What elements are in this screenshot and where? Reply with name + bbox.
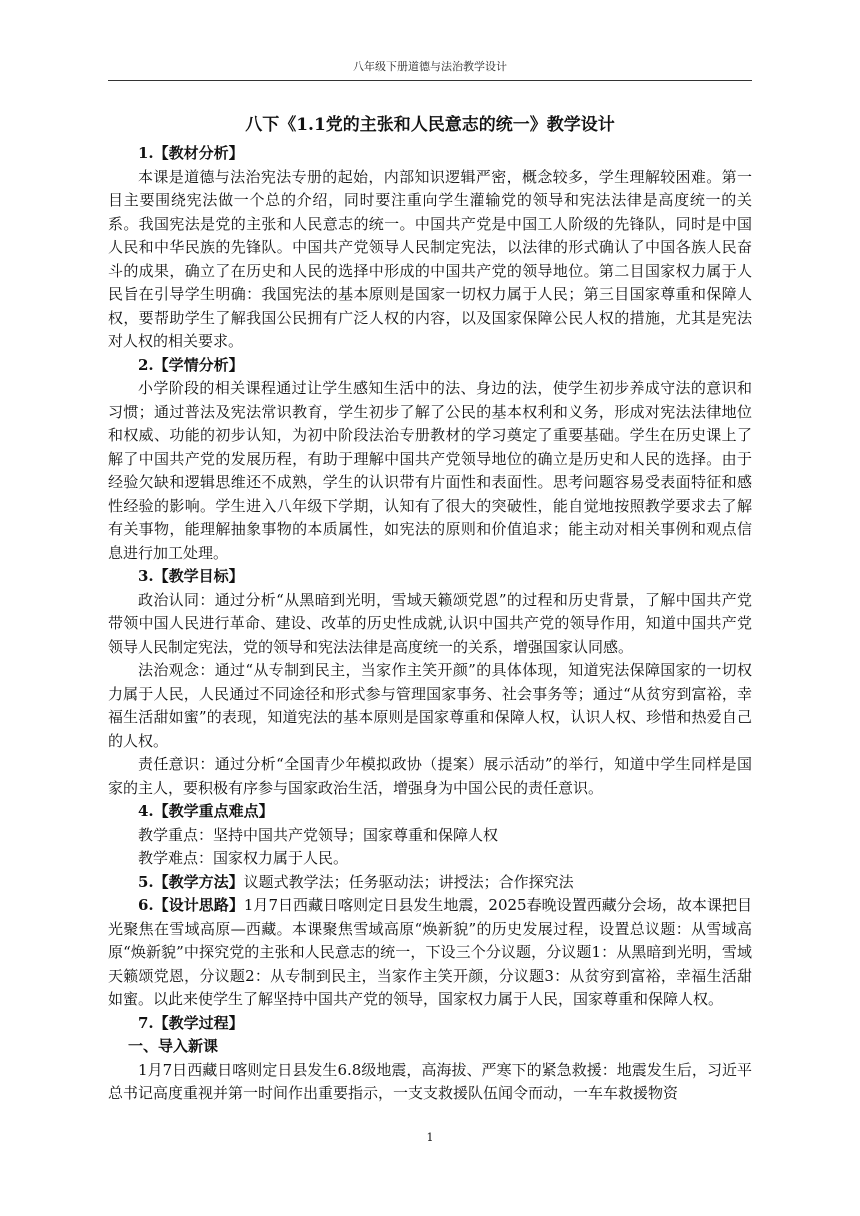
student-analysis-paragraph: 小学阶段的相关课程通过让学生感知生活中的法、身边的法，使学生初步养成守法的意识和习惯；通过普法及宪法常识教育，学生初步了解了公民的基本权利和义务，形成对宪法法律地位和权威、功能的初步认知，为初中阶段法治专册教材的学习奠定了重要基础。学生在历史课上了解了中国共产党的发展历程，有助于理解中国共产党领导地位的确立是历史和人民的选择。由于经验欠缺和逻辑思维还不成熟，学生的认识带有片面性和表面性。思考问题容易受表面特征和感性经验的影响。学生进入八年级下学期，认知有了很大的突破性，能自觉地按照教学要求去了解有关事物，能理解抽象事物的本质属性，如宪法的原则和价值追求；能主动对相关事例和观点信息进行加工处理。 [108, 379, 752, 562]
goal-responsibility: 责任意识：通过分析“全国青少年模拟政协（提案）展示活动”的举行，知道中学生同样是国家的主人，要积极有序参与国家政治生活，增强身为中国公民的责任意识。 [108, 755, 752, 797]
section-heading-design-idea: 6.【设计思路】 [138, 896, 244, 914]
page-number: 1 [426, 1131, 434, 1144]
running-header: 八年级下册道德与法治教学设计 [108, 58, 752, 81]
design-idea-paragraph [108, 894, 752, 1012]
section-heading-material-analysis: 1.【教材分析】 [138, 144, 244, 162]
document-title: 八下《1.1党的主张和人民意志的统一》教学设计 [245, 115, 615, 135]
goal-political-identity: 政治认同：通过分析“从黑暗到光明，雪域天籁颂党恩”的过程和历史背景，了解中国共产党带领中国人民进行革命、建设、改革的历史性成就,认识中国共产党的领导作用，知道中国共产党领导人民制定宪法，党的领导和宪法法律是高度统一的关系，增强国家认同感。 [108, 590, 752, 656]
subheading-lesson-intro: 一、导入新课 [127, 1037, 218, 1055]
material-analysis-paragraph: 本课是道德与法治宪法专册的起始，内部知识逻辑严密，概念较多，学生理解较困难。第一目主要围绕宪法做一个总的介绍，同时要注重向学生灌输党的领导和宪法法律是高度统一的关系。我国宪法是党的主张和人民意志的统一。中国共产党是中国工人阶级的先锋队，同时是中国人民和中华民族的先锋队。中国共产党领导人民制定宪法，以法律的形式确认了中国各族人民奋斗的成果，确立了在历史和人民的选择中形成的中国共产党的领导地位。第二目国家权力属于人民旨在引导学生明确：我国宪法的基本原则是国家一切权力属于人民；第三目国家尊重和保障人权，要帮助学生了解我国公民拥有广泛人权的内容，以及国家保障公民人权的措施，尤其是宪法对人权的相关要求。 [108, 167, 752, 350]
section-heading-student-analysis: 2.【学情分析】 [138, 355, 244, 374]
document-body [108, 112, 752, 1106]
teaching-methods-line [108, 871, 752, 895]
section-heading-teaching-process: 7.【教学过程】 [138, 1013, 244, 1032]
teaching-methods-text: 议题式教学法；任务驱动法；讲授法；合作探究法 [243, 872, 574, 891]
section-heading-teaching-goals: 3.【教学目标】 [138, 567, 244, 585]
goal-rule-of-law: 法治观念：通过“从专制到民主，当家作主笑开颜”的具体体现，知道宪法保障国家的一切权力属于人民，人民通过不同途径和形式参与管理国家事务、社会事务等；通过“从贫穷到富裕，幸福生活甜如蜜”的表现，知道宪法的基本原则是国家尊重和保障人权，认识人权、珍惜和热爱自己的人权。 [108, 661, 752, 750]
design-idea-text: 1月7日西藏日喀则定日县发生地震，2025春晚设置西藏分会场，故本课把目光聚焦在雪域高原—西藏。本课聚焦雪域高原“焕新貌”的历史发展过程，设置总议题：从雪域高原“焕新貌”中探究党的主张和人民意志的统一，下设三个分议题，分议题1：从黑暗到光明，雪域天籁颂党恩，分议题2：从专制到民主，当家作主笑开颜，分议题3：从贫穷到富裕，幸福生活甜如蜜。以此来使学生了解坚持中国共产党的领导，国家权力属于人民，国家尊重和保障人权。 [108, 896, 752, 1008]
lesson-intro-paragraph: 1月7日西藏日喀则定日县发生6.8级地震，高海拔、严寒下的紧急救援：地震发生后，习近平总书记高度重视并第一时间作出重要指示，一支支救援队伍闻令而动，一车车救援物资 [108, 1060, 752, 1102]
key-point-line: 教学重点：坚持中国共产党领导；国家尊重和保障人权 [138, 825, 499, 844]
section-heading-teaching-methods: 5.【教学方法】 [138, 872, 244, 891]
section-heading-key-points: 4.【教学重点难点】 [138, 802, 274, 820]
difficult-point-line: 教学难点：国家权力属于人民。 [138, 849, 349, 867]
